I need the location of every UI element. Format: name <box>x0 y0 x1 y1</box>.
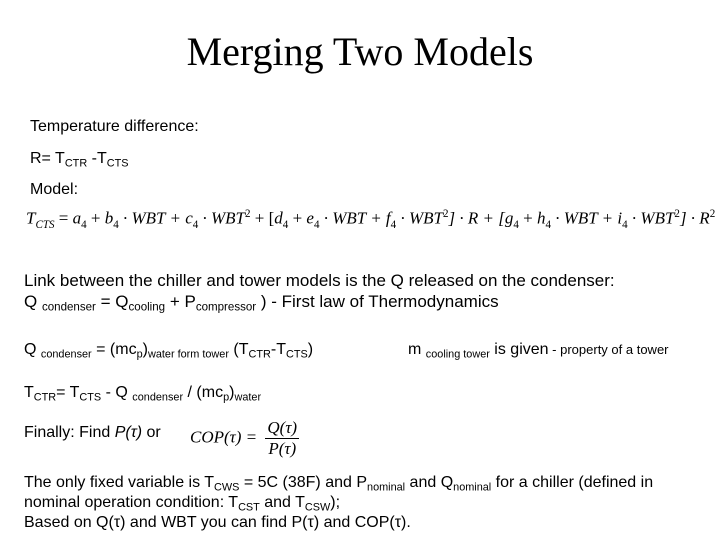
tctr-equation: $T_{CTR}= T_{CTS} - Q$ $_{condenser} / (mc_p)_{water}$ <box>24 384 262 404</box>
temperature-difference-label: Temperature difference: <box>30 118 199 135</box>
fixed-variable-line-3: Based on Q(τ) and WBT you can find P(τ) and COP(τ). <box>24 514 411 531</box>
condenser-heat-equation: Q $_{condenser} = (mc_p)_{water form tower}$ $(T_{CTR}-T_{CTS})$ <box>24 341 314 361</box>
fixed-variable-line-1: The only fixed variable is $T_{CWS} = 5C$ (38F) and $P_{nominal}$ and $Q_{nominal}$ for a chiller (defined in <box>24 474 654 494</box>
range-definition: $R= T_{CTR}$ $-T_{CTS}$ <box>30 150 129 170</box>
cop-equation: COP(τ) = $\frac{Q(\tau)}{P(\tau)}$ <box>190 418 298 458</box>
model-label: Model: <box>30 181 79 198</box>
finally-line: Finally: Find P(τ) or <box>24 424 161 441</box>
page-title: Merging Two Models <box>186 29 534 74</box>
first-law-equation: Q $_{condenser} = Q_{cooling} + P_{compressor}$ ) - First law of Thermodynamics <box>24 292 499 314</box>
tower-model-equation: $T_{CTS} = a_4 + b_4$ · WBT + $c_4 \cdot WBT^2 + [d_4 + e_4$ · WBT + $f_4 \cdot WBT^2] \cdot R + [g_4 + h_4$ · WBT + $i_4 \cdot WBT^2] \cdot R^2$ <box>26 208 716 232</box>
link-description: Link between the chiller and tower models is the Q released on the condenser: <box>24 271 615 290</box>
mass-flow-note: m $_{cooling tower}$ is given - property of a tower <box>408 341 669 361</box>
fixed-variable-line-2: nominal operation condition: $T_{CST}$ and $T_{CSW}$); <box>24 494 341 514</box>
